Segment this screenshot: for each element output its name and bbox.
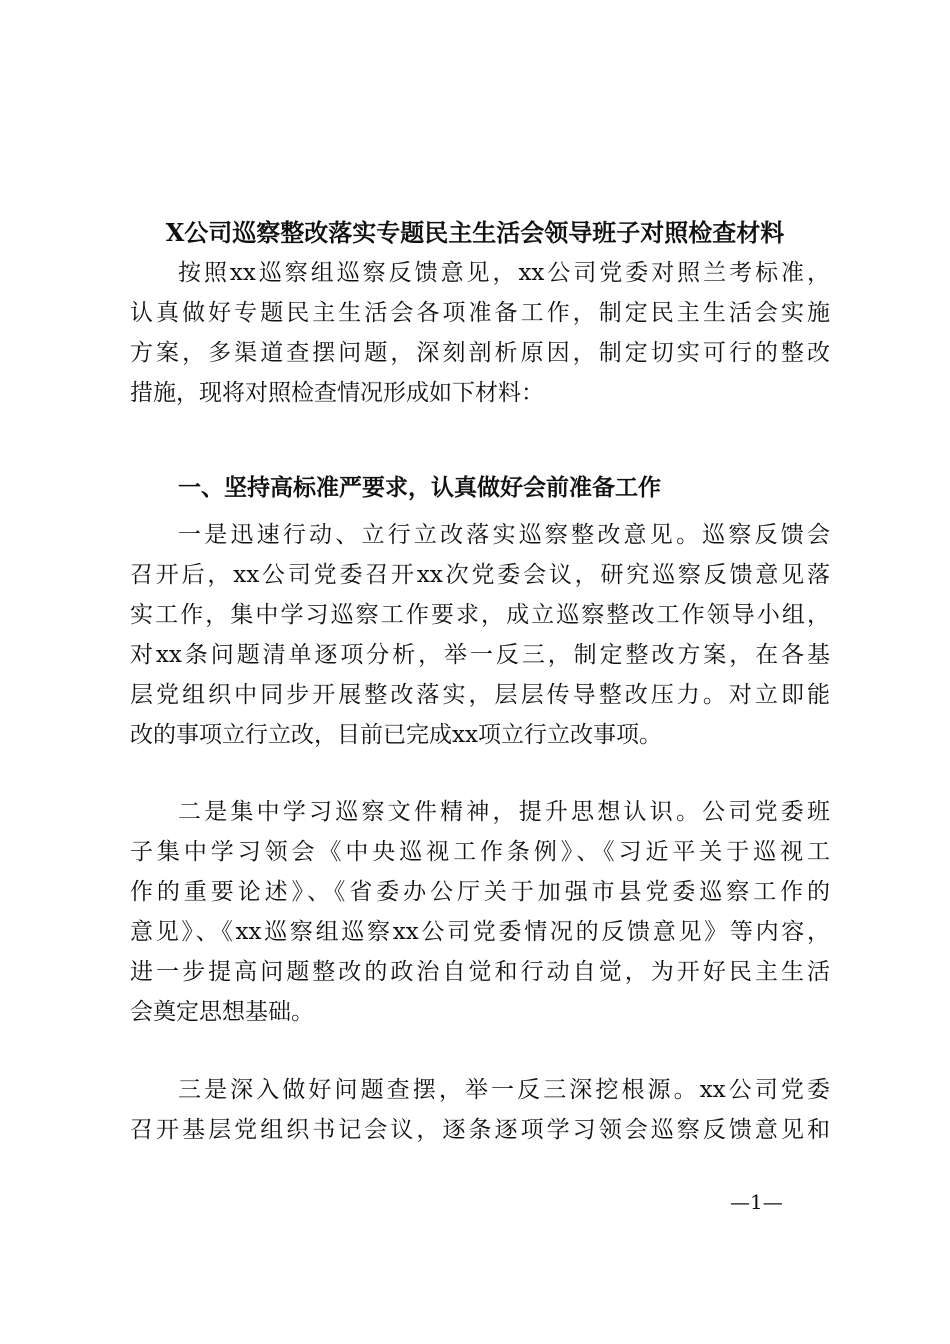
text-line: 会奠定思想基础。	[130, 999, 314, 1025]
text-line: 二是集中学习巡察文件精神，提升思想认识。公司党委班	[178, 799, 830, 825]
paragraph-3	[130, 1070, 830, 1150]
text-line: 改的事项立行立改，目前已完成xx项立行立改事项。	[130, 722, 662, 748]
text-line: 方案，多渠道查摆问题，深刻剖析原因，制定切实可行的整改	[130, 340, 830, 366]
text-line: 层党组织中同步开展整改落实，层层传导整改压力。对立即能	[130, 682, 830, 708]
text-line: 作的重要论述》、《省委办公厅关于加强市县党委巡察工作的	[130, 879, 830, 905]
paragraph-1	[130, 515, 830, 755]
paragraph-2	[130, 792, 830, 1032]
section-heading-text: 一、坚持高标准严要求，认真做好会前准备工作	[178, 475, 661, 501]
intro-paragraph	[130, 253, 830, 413]
text-line: 按照xx巡察组巡察反馈意见，xx公司党委对照兰考标准，	[178, 260, 830, 286]
text-line: 意见》、《xx巡察组巡察xx公司党委情况的反馈意见》等内容，	[130, 919, 830, 945]
text-line: 三是深入做好问题查摆，举一反三深挖根源。xx公司党委	[178, 1077, 830, 1103]
page-number: —1—	[730, 1190, 783, 1214]
text-line: 召开基层党组织书记会议，逐条逐项学习领会巡察反馈意见和	[130, 1117, 830, 1143]
text-line: 措施，现将对照检查情况形成如下材料：	[130, 380, 544, 406]
text-line: 子集中学习领会《中央巡视工作条例》、《习近平关于巡视工	[130, 839, 830, 865]
text-line: 一是迅速行动、立行立改落实巡察整改意见。巡察反馈会	[178, 522, 830, 548]
text-line: 对xx条问题清单逐项分析，举一反三，制定整改方案，在各基	[130, 642, 830, 668]
text-line: 进一步提高问题整改的政治自觉和行动自觉，为开好民主生活	[130, 959, 830, 985]
text-line: 认真做好专题民主生活会各项准备工作，制定民主生活会实施	[130, 300, 830, 326]
document-title: X公司巡察整改落实专题民主生活会领导班子对照检查材料	[165, 218, 785, 247]
text-line: 实工作，集中学习巡察工作要求，成立巡察整改工作领导小组，	[130, 602, 830, 628]
section-heading	[130, 468, 830, 508]
text-line: 召开后，xx公司党委召开xx次党委会议，研究巡察反馈意见落	[130, 562, 830, 588]
